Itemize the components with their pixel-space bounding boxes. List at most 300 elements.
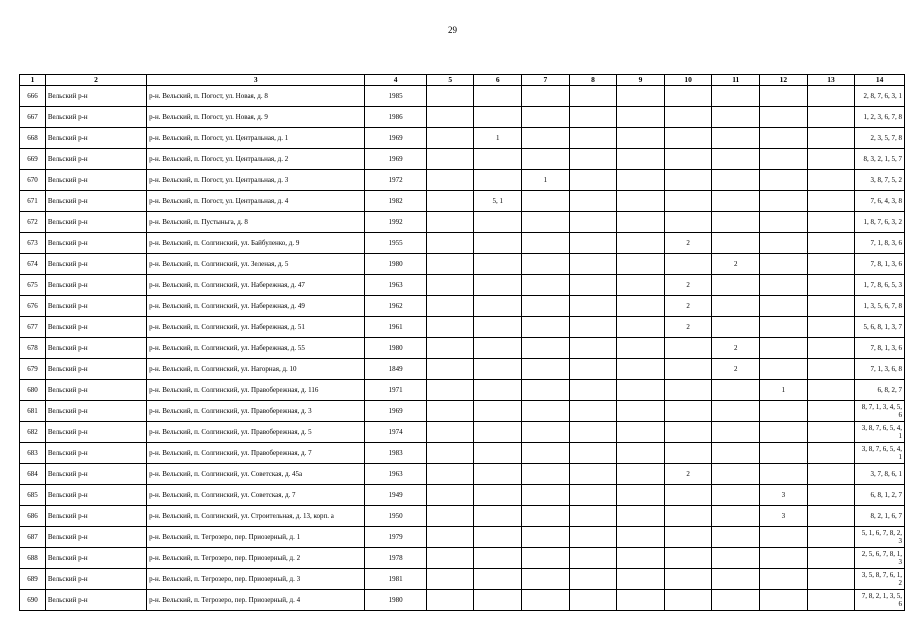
- table-cell-col-8: [569, 128, 617, 149]
- table-cell-col-5: [426, 317, 474, 338]
- table-cell-col-2: Вельский р-н: [45, 170, 146, 191]
- table-cell-col-12: [760, 212, 808, 233]
- table-cell-col-6: [474, 527, 522, 548]
- table-cell-col-12: [760, 569, 808, 590]
- table-cell-col-4: 1969: [365, 149, 427, 170]
- table-cell-col-9: [617, 422, 665, 443]
- table-cell-col-4: 1969: [365, 401, 427, 422]
- table-cell-col-1: 669: [20, 149, 46, 170]
- table-cell-col-2: Вельский р-н: [45, 506, 146, 527]
- table-cell-col-4: 1980: [365, 254, 427, 275]
- table-cell-col-14: 2, 8, 7, 6, 3, 1: [855, 86, 905, 107]
- table-cell-col-9: [617, 527, 665, 548]
- table-row: [20, 86, 905, 107]
- table-cell-col-11: [712, 422, 760, 443]
- table-cell-col-7: [522, 317, 570, 338]
- register-table: [19, 74, 905, 611]
- table-cell-col-1: 685: [20, 485, 46, 506]
- table-cell-col-1: 676: [20, 296, 46, 317]
- table-cell-col-8: [569, 107, 617, 128]
- table-cell-col-6: [474, 317, 522, 338]
- table-cell-col-12: 3: [760, 506, 808, 527]
- table-cell-col-3: р-н. Вельский, п. Погост, ул. Новая, д. 8: [147, 86, 365, 107]
- table-cell-col-4: 1971: [365, 380, 427, 401]
- table-cell-col-8: [569, 506, 617, 527]
- table-cell-col-4: 1969: [365, 128, 427, 149]
- table-cell-col-6: [474, 443, 522, 464]
- table-cell-col-11: [712, 233, 760, 254]
- table-cell-col-12: [760, 590, 808, 611]
- table-cell-col-11: [712, 170, 760, 191]
- table-cell-col-2: Вельский р-н: [45, 254, 146, 275]
- column-header-14: 14: [855, 75, 905, 86]
- table-cell-col-2: Вельский р-н: [45, 590, 146, 611]
- table-cell-col-9: [617, 128, 665, 149]
- table-cell-col-6: [474, 506, 522, 527]
- table-cell-col-8: [569, 212, 617, 233]
- table-cell-col-12: [760, 338, 808, 359]
- table-row: [20, 275, 905, 296]
- table-cell-col-6: [474, 569, 522, 590]
- table-cell-col-7: [522, 149, 570, 170]
- table-cell-col-2: Вельский р-н: [45, 191, 146, 212]
- table-cell-col-6: [474, 233, 522, 254]
- table-cell-col-13: [807, 191, 855, 212]
- column-header-13: 13: [807, 75, 855, 86]
- column-header-4: 4: [365, 75, 427, 86]
- table-cell-col-5: [426, 506, 474, 527]
- table-cell-col-5: [426, 107, 474, 128]
- table-cell-col-8: [569, 569, 617, 590]
- table-cell-col-2: Вельский р-н: [45, 401, 146, 422]
- table-cell-col-8: [569, 443, 617, 464]
- table-cell-col-7: [522, 485, 570, 506]
- table-cell-col-1: 687: [20, 527, 46, 548]
- table-cell-col-3: р-н. Вельский, п. Солгинский, ул. Нагорная, д. 10: [147, 359, 365, 380]
- table-cell-col-13: [807, 296, 855, 317]
- table-cell-col-11: [712, 191, 760, 212]
- table-cell-col-7: [522, 380, 570, 401]
- table-cell-col-10: 2: [664, 464, 712, 485]
- table-cell-col-14: 7, 8, 1, 3, 6: [855, 338, 905, 359]
- table-row: [20, 233, 905, 254]
- header-row: [20, 75, 905, 86]
- table-cell-col-1: 668: [20, 128, 46, 149]
- table-cell-col-9: [617, 464, 665, 485]
- table-cell-col-4: 1962: [365, 296, 427, 317]
- table-cell-col-11: 2: [712, 338, 760, 359]
- column-header-12: 12: [760, 75, 808, 86]
- table-cell-col-3: р-н. Вельский, п. Солгинский, ул. Правобережная, д. 7: [147, 443, 365, 464]
- table-row: [20, 338, 905, 359]
- table-cell-col-7: [522, 275, 570, 296]
- table-row: [20, 149, 905, 170]
- table-cell-col-3: р-н. Вельский, п. Погост, ул. Центральная, д. 4: [147, 191, 365, 212]
- table-cell-col-3: р-н. Вельский, п. Солгинский, ул. Правобережная, д. 116: [147, 380, 365, 401]
- table-cell-col-6: [474, 275, 522, 296]
- table-cell-col-5: [426, 464, 474, 485]
- table-cell-col-5: [426, 86, 474, 107]
- table-cell-col-4: 1955: [365, 233, 427, 254]
- table-row: [20, 506, 905, 527]
- table-cell-col-2: Вельский р-н: [45, 422, 146, 443]
- table-cell-col-7: [522, 590, 570, 611]
- table-cell-col-1: 688: [20, 548, 46, 569]
- table-cell-col-13: [807, 527, 855, 548]
- table-cell-col-13: [807, 317, 855, 338]
- table-cell-col-10: [664, 86, 712, 107]
- table-cell-col-2: Вельский р-н: [45, 275, 146, 296]
- table-cell-col-3: р-н. Вельский, п. Погост, ул. Новая, д. 9: [147, 107, 365, 128]
- column-header-2: 2: [45, 75, 146, 86]
- table-cell-col-1: 680: [20, 380, 46, 401]
- table-cell-col-6: [474, 86, 522, 107]
- table-row: [20, 590, 905, 611]
- table-cell-col-2: Вельский р-н: [45, 107, 146, 128]
- table-cell-col-6: [474, 254, 522, 275]
- table-cell-col-8: [569, 275, 617, 296]
- table-cell-col-14: 3, 7, 8, 6, 1: [855, 464, 905, 485]
- table-cell-col-11: [712, 107, 760, 128]
- table-row: [20, 317, 905, 338]
- table-cell-col-13: [807, 107, 855, 128]
- table-cell-col-8: [569, 317, 617, 338]
- table-cell-col-4: 1961: [365, 317, 427, 338]
- column-header-9: 9: [617, 75, 665, 86]
- table-cell-col-3: р-н. Вельский, п. Тегрозеро, пер. Приозерный, д. 3: [147, 569, 365, 590]
- table-cell-col-10: [664, 191, 712, 212]
- table-cell-col-4: 1980: [365, 590, 427, 611]
- table-cell-col-8: [569, 422, 617, 443]
- table-row: [20, 212, 905, 233]
- table-cell-col-2: Вельский р-н: [45, 86, 146, 107]
- table-cell-col-1: 678: [20, 338, 46, 359]
- table-cell-col-9: [617, 359, 665, 380]
- table-cell-col-12: [760, 317, 808, 338]
- table-cell-col-9: [617, 233, 665, 254]
- table-row: [20, 128, 905, 149]
- table-cell-col-9: [617, 401, 665, 422]
- table-cell-col-3: р-н. Вельский, п. Погост, ул. Центральная, д. 1: [147, 128, 365, 149]
- table-cell-col-2: Вельский р-н: [45, 212, 146, 233]
- table-cell-col-10: 2: [664, 317, 712, 338]
- table-cell-col-1: 689: [20, 569, 46, 590]
- table-cell-col-13: [807, 380, 855, 401]
- table-cell-col-10: [664, 380, 712, 401]
- table-cell-col-6: [474, 338, 522, 359]
- table-cell-col-2: Вельский р-н: [45, 296, 146, 317]
- table-cell-col-12: [760, 296, 808, 317]
- table-cell-col-9: [617, 380, 665, 401]
- table-cell-col-3: р-н. Вельский, п. Пустыньга, д. 8: [147, 212, 365, 233]
- table-cell-col-3: р-н. Вельский, п. Солгинский, ул. Набережная, д. 49: [147, 296, 365, 317]
- table-cell-col-11: [712, 128, 760, 149]
- table-cell-col-1: 679: [20, 359, 46, 380]
- table-cell-col-5: [426, 212, 474, 233]
- table-cell-col-1: 674: [20, 254, 46, 275]
- table-cell-col-10: [664, 422, 712, 443]
- table-cell-col-3: р-н. Вельский, п. Солгинский, ул. Набережная, д. 55: [147, 338, 365, 359]
- table-cell-col-2: Вельский р-н: [45, 527, 146, 548]
- table-cell-col-1: 672: [20, 212, 46, 233]
- table-cell-col-10: [664, 569, 712, 590]
- table-cell-col-10: [664, 527, 712, 548]
- table-cell-col-4: 1979: [365, 527, 427, 548]
- table-cell-col-11: [712, 485, 760, 506]
- table-cell-col-6: [474, 548, 522, 569]
- table-cell-col-9: [617, 506, 665, 527]
- table-cell-col-11: [712, 317, 760, 338]
- table-cell-col-4: 1950: [365, 506, 427, 527]
- table-cell-col-1: 666: [20, 86, 46, 107]
- table-cell-col-7: [522, 338, 570, 359]
- table-cell-col-11: [712, 464, 760, 485]
- table-cell-col-10: [664, 212, 712, 233]
- table-cell-col-6: [474, 149, 522, 170]
- table-cell-col-9: [617, 569, 665, 590]
- table-cell-col-11: [712, 569, 760, 590]
- table-cell-col-14: 1, 2, 3, 6, 7, 8: [855, 107, 905, 128]
- table-cell-col-13: [807, 506, 855, 527]
- table-cell-col-3: р-н. Вельский, п. Тегрозеро, пер. Приозерный, д. 1: [147, 527, 365, 548]
- column-header-11: 11: [712, 75, 760, 86]
- table-cell-col-11: [712, 149, 760, 170]
- table-cell-col-3: р-н. Вельский, п. Солгинский, ул. Набережная, д. 47: [147, 275, 365, 296]
- table-row: [20, 485, 905, 506]
- table-cell-col-10: [664, 338, 712, 359]
- table-cell-col-14: 1, 3, 5, 6, 7, 8: [855, 296, 905, 317]
- table-cell-col-2: Вельский р-н: [45, 317, 146, 338]
- table-cell-col-4: 1849: [365, 359, 427, 380]
- column-header-7: 7: [522, 75, 570, 86]
- table-cell-col-5: [426, 233, 474, 254]
- table-cell-col-8: [569, 296, 617, 317]
- table-cell-col-7: [522, 359, 570, 380]
- table-cell-col-10: [664, 590, 712, 611]
- table-cell-col-14: 8, 7, 1, 3, 4, 5, 6: [855, 401, 905, 422]
- table-cell-col-4: 1963: [365, 275, 427, 296]
- table-cell-col-14: 7, 1, 3, 6, 8: [855, 359, 905, 380]
- table-cell-col-8: [569, 86, 617, 107]
- table-cell-col-11: 2: [712, 359, 760, 380]
- table-cell-col-7: [522, 506, 570, 527]
- column-header-8: 8: [569, 75, 617, 86]
- table-cell-col-2: Вельский р-н: [45, 359, 146, 380]
- table-cell-col-9: [617, 254, 665, 275]
- table-cell-col-4: 1992: [365, 212, 427, 233]
- table-cell-col-11: [712, 275, 760, 296]
- table-cell-col-1: 686: [20, 506, 46, 527]
- table-cell-col-2: Вельский р-н: [45, 464, 146, 485]
- table-cell-col-11: [712, 506, 760, 527]
- table-cell-col-3: р-н. Вельский, п. Погост, ул. Центральная, д. 2: [147, 149, 365, 170]
- table-cell-col-6: [474, 359, 522, 380]
- table-cell-col-14: 2, 3, 5, 7, 8: [855, 128, 905, 149]
- table-cell-col-5: [426, 149, 474, 170]
- table-cell-col-2: Вельский р-н: [45, 443, 146, 464]
- table-cell-col-9: [617, 485, 665, 506]
- table-cell-col-2: Вельский р-н: [45, 569, 146, 590]
- table-cell-col-2: Вельский р-н: [45, 149, 146, 170]
- table-cell-col-5: [426, 590, 474, 611]
- table-cell-col-2: Вельский р-н: [45, 380, 146, 401]
- table-cell-col-13: [807, 590, 855, 611]
- table-cell-col-8: [569, 380, 617, 401]
- table-cell-col-2: Вельский р-н: [45, 548, 146, 569]
- table-cell-col-11: [712, 296, 760, 317]
- table-cell-col-5: [426, 485, 474, 506]
- table-cell-col-13: [807, 485, 855, 506]
- table-cell-col-14: 3, 8, 7, 6, 5, 4, 1: [855, 443, 905, 464]
- table-cell-col-12: [760, 401, 808, 422]
- table-cell-col-12: 3: [760, 485, 808, 506]
- table-row: [20, 107, 905, 128]
- table-cell-col-12: [760, 359, 808, 380]
- table-cell-col-12: [760, 86, 808, 107]
- table-cell-col-8: [569, 170, 617, 191]
- table-cell-col-4: 1981: [365, 569, 427, 590]
- table-cell-col-8: [569, 548, 617, 569]
- table-cell-col-13: [807, 254, 855, 275]
- table-cell-col-5: [426, 422, 474, 443]
- table-header: [20, 75, 905, 86]
- table-cell-col-11: 2: [712, 254, 760, 275]
- table-cell-col-4: 1986: [365, 107, 427, 128]
- table-cell-col-7: [522, 107, 570, 128]
- table-cell-col-6: [474, 380, 522, 401]
- table-cell-col-1: 677: [20, 317, 46, 338]
- table-cell-col-7: [522, 569, 570, 590]
- table-cell-col-5: [426, 569, 474, 590]
- table-cell-col-13: [807, 443, 855, 464]
- table-cell-col-4: 1963: [365, 464, 427, 485]
- table-cell-col-13: [807, 422, 855, 443]
- table-cell-col-5: [426, 527, 474, 548]
- table-cell-col-7: [522, 296, 570, 317]
- table-cell-col-1: 683: [20, 443, 46, 464]
- table-row: [20, 170, 905, 191]
- table-cell-col-4: 1949: [365, 485, 427, 506]
- table-cell-col-9: [617, 170, 665, 191]
- table-cell-col-14: 7, 8, 1, 3, 6: [855, 254, 905, 275]
- table-cell-col-14: 6, 8, 1, 2, 7: [855, 485, 905, 506]
- table-cell-col-12: [760, 422, 808, 443]
- table-cell-col-1: 681: [20, 401, 46, 422]
- page-number: 29: [448, 25, 457, 35]
- table-cell-col-6: [474, 401, 522, 422]
- table-cell-col-7: [522, 464, 570, 485]
- table-cell-col-14: 5, 6, 8, 1, 3, 7: [855, 317, 905, 338]
- column-header-10: 10: [664, 75, 712, 86]
- table-cell-col-14: 3, 8, 7, 5, 2: [855, 170, 905, 191]
- table-cell-col-10: [664, 149, 712, 170]
- table-cell-col-6: [474, 107, 522, 128]
- table-cell-col-11: [712, 590, 760, 611]
- table-cell-col-8: [569, 149, 617, 170]
- table-cell-col-14: 2, 5, 6, 7, 8, 1, 3: [855, 548, 905, 569]
- table-cell-col-7: 1: [522, 170, 570, 191]
- column-header-6: 6: [474, 75, 522, 86]
- table-cell-col-10: [664, 107, 712, 128]
- table-cell-col-5: [426, 380, 474, 401]
- table-row: [20, 443, 905, 464]
- table-cell-col-8: [569, 464, 617, 485]
- table-cell-col-8: [569, 527, 617, 548]
- table-cell-col-7: [522, 443, 570, 464]
- table-cell-col-10: [664, 128, 712, 149]
- table-cell-col-10: [664, 485, 712, 506]
- table-cell-col-13: [807, 86, 855, 107]
- table-cell-col-5: [426, 338, 474, 359]
- table-cell-col-14: 1, 8, 7, 6, 3, 2: [855, 212, 905, 233]
- table-cell-col-10: 2: [664, 233, 712, 254]
- table-cell-col-3: р-н. Вельский, п. Тегрозеро, пер. Приозерный, д. 2: [147, 548, 365, 569]
- table-cell-col-13: [807, 212, 855, 233]
- table-cell-col-2: Вельский р-н: [45, 233, 146, 254]
- table-cell-col-4: 1978: [365, 548, 427, 569]
- table-row: [20, 401, 905, 422]
- table-cell-col-7: [522, 86, 570, 107]
- table-cell-col-3: р-н. Вельский, п. Тегрозеро, пер. Приозерный, д. 4: [147, 590, 365, 611]
- table-cell-col-9: [617, 548, 665, 569]
- table-cell-col-13: [807, 149, 855, 170]
- table-cell-col-14: 7, 6, 4, 3, 8: [855, 191, 905, 212]
- table-row: [20, 422, 905, 443]
- table-row: [20, 527, 905, 548]
- table-cell-col-11: [712, 86, 760, 107]
- table-cell-col-10: [664, 506, 712, 527]
- table-cell-col-10: [664, 170, 712, 191]
- table-cell-col-14: 7, 8, 2, 1, 3, 5, 6: [855, 590, 905, 611]
- table-cell-col-1: 667: [20, 107, 46, 128]
- table-cell-col-12: [760, 275, 808, 296]
- table-cell-col-3: р-н. Вельский, п. Солгинский, ул. Советская, д. 45а: [147, 464, 365, 485]
- table-cell-col-3: р-н. Вельский, п. Погост, ул. Центральная, д. 3: [147, 170, 365, 191]
- table-cell-col-10: [664, 548, 712, 569]
- table-cell-col-6: 5, 1: [474, 191, 522, 212]
- table-cell-col-14: 8, 3, 2, 1, 5, 7: [855, 149, 905, 170]
- table-cell-col-12: [760, 233, 808, 254]
- table-cell-col-13: [807, 569, 855, 590]
- table-cell-col-12: [760, 464, 808, 485]
- table-cell-col-1: 690: [20, 590, 46, 611]
- table-cell-col-9: [617, 338, 665, 359]
- table-cell-col-12: [760, 128, 808, 149]
- table-cell-col-2: Вельский р-н: [45, 128, 146, 149]
- table-cell-col-8: [569, 359, 617, 380]
- table-cell-col-12: [760, 443, 808, 464]
- table-cell-col-10: [664, 443, 712, 464]
- table-row: [20, 548, 905, 569]
- table-cell-col-8: [569, 338, 617, 359]
- table-cell-col-5: [426, 548, 474, 569]
- table-cell-col-9: [617, 212, 665, 233]
- table-cell-col-11: [712, 401, 760, 422]
- table-cell-col-5: [426, 191, 474, 212]
- table-cell-col-13: [807, 275, 855, 296]
- table-cell-col-12: [760, 149, 808, 170]
- table-row: [20, 380, 905, 401]
- table-cell-col-9: [617, 296, 665, 317]
- column-header-5: 5: [426, 75, 474, 86]
- table-cell-col-9: [617, 107, 665, 128]
- table-cell-col-14: 1, 7, 8, 6, 5, 3: [855, 275, 905, 296]
- table-cell-col-7: [522, 401, 570, 422]
- table-cell-col-9: [617, 590, 665, 611]
- table-cell-col-13: [807, 401, 855, 422]
- table-cell-col-9: [617, 275, 665, 296]
- table-cell-col-12: [760, 170, 808, 191]
